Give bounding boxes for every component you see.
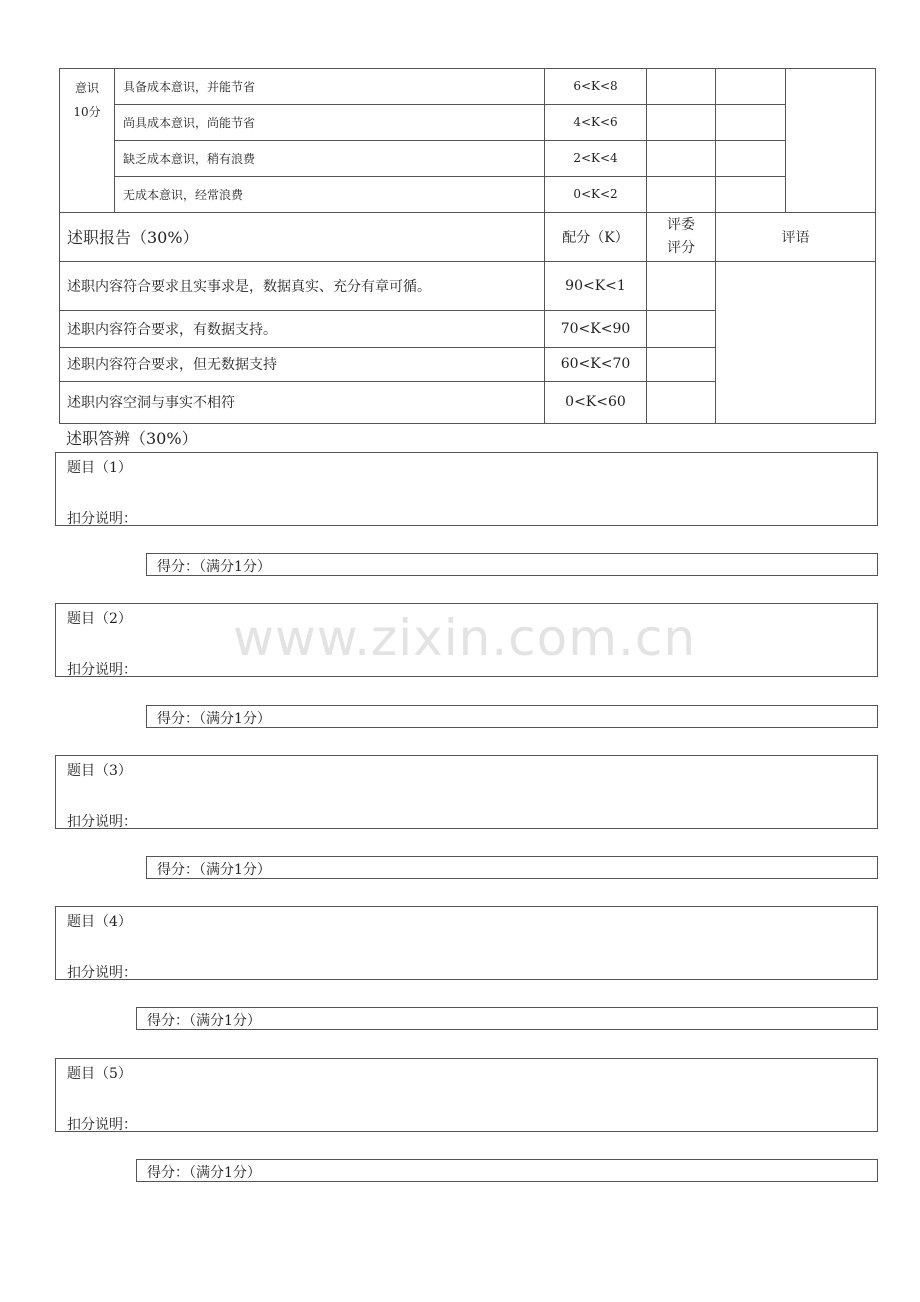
question-title: 题目（3） <box>67 763 132 779</box>
score-label: 得分：（满分1分） <box>147 1165 261 1181</box>
deduction-label: 扣分说明： <box>67 814 137 830</box>
defense-title: 述职答辨（30%） <box>66 429 198 448</box>
score-box <box>136 1007 878 1030</box>
score-box <box>146 553 878 576</box>
report-desc: 述职内容符合要求，有数据支持。 <box>67 321 277 338</box>
question-box <box>55 452 878 526</box>
score-column-header: 配分（K） <box>562 229 629 246</box>
category-cell <box>60 76 114 124</box>
question-title: 题目（4） <box>67 914 132 930</box>
watermark: www.zixin.com.cn <box>233 609 697 667</box>
score-box <box>136 1159 878 1182</box>
question-box <box>55 1058 878 1132</box>
judge-score-header-line2: 评分 <box>667 240 695 256</box>
score-box <box>146 856 878 879</box>
score-box <box>146 705 878 728</box>
awareness-desc: 具备成本意识，并能节省 <box>123 79 256 94</box>
report-range: 90<K<1 <box>565 277 626 294</box>
awareness-desc: 缺乏成本意识，稍有浪费 <box>123 151 256 166</box>
table-border <box>59 212 60 424</box>
judge-score-header <box>647 214 715 260</box>
score-label: 得分：（满分1分） <box>157 862 271 878</box>
table-border <box>59 423 876 424</box>
report-title: 述职报告（30%） <box>67 228 199 247</box>
question-title: 题目（1） <box>67 460 132 476</box>
awareness-range: 2<K<4 <box>573 151 618 165</box>
score-label: 得分：（满分1分） <box>157 559 271 575</box>
table-border <box>875 212 876 424</box>
deduction-label: 扣分说明： <box>67 1117 137 1133</box>
awareness-range: 4<K<6 <box>573 115 618 129</box>
table-border <box>875 68 876 212</box>
awareness-desc: 无成本意识，经常浪费 <box>123 187 244 202</box>
report-desc: 述职内容符合要求，但无数据支持 <box>67 357 277 373</box>
question-box <box>55 906 878 980</box>
question-title: 题目（5） <box>67 1066 132 1082</box>
report-range: 0<K<60 <box>565 394 626 410</box>
question-title: 题目（2） <box>67 611 132 627</box>
awareness-range: 0<K<2 <box>573 187 618 201</box>
deduction-label: 扣分说明： <box>67 511 137 527</box>
deduction-label: 扣分说明： <box>67 965 137 981</box>
judge-score-header-line1: 评委 <box>667 217 695 233</box>
awareness-range: 6<K<8 <box>573 79 618 93</box>
report-desc: 述职内容符合要求且实事求是，数据真实、充分有章可循。 <box>67 278 431 295</box>
awareness-desc: 尚具成本意识，尚能节省 <box>123 115 256 130</box>
report-range: 70<K<90 <box>560 320 631 337</box>
question-box <box>55 755 878 829</box>
score-label: 得分：（满分1分） <box>157 711 271 727</box>
deduction-label: 扣分说明： <box>67 662 137 678</box>
comment-column-header: 评语 <box>781 229 810 246</box>
score-label: 得分：（满分1分） <box>147 1013 261 1029</box>
report-range: 60<K<70 <box>560 356 631 372</box>
category-label: 意识 <box>74 81 99 95</box>
category-points: 10分 <box>73 105 101 119</box>
report-desc: 述职内容空洞与事实不相符 <box>67 395 235 411</box>
